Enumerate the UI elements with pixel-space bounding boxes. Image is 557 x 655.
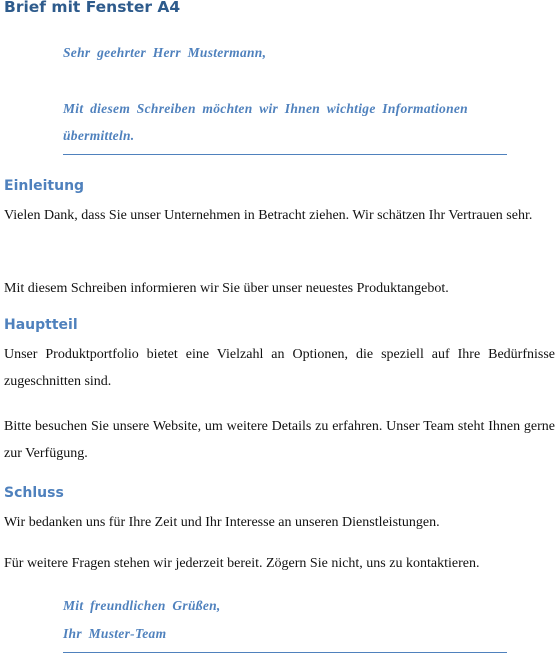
section-heading-hauptteil: Hauptteil bbox=[4, 317, 78, 333]
paragraph: Für weitere Fragen stehen wir jederzeit bereit. Zögern Sie nicht, uns zu kontaktieren. bbox=[4, 556, 480, 571]
salutation: Sehr geehrter Herr Mustermann, bbox=[63, 45, 267, 60]
closing-signature: Ihr Muster-Team bbox=[63, 626, 167, 641]
paragraph: Vielen Dank, dass Sie unser Unternehmen in Betracht ziehen. Wir schätzen Ihr Vertrauen sehr. bbox=[4, 208, 533, 223]
paragraph: Mit diesem Schreiben informieren wir Sie über unser neuestes Produktangebot. bbox=[4, 281, 449, 296]
closing-greeting: Mit freundlichen Grüßen, bbox=[63, 598, 221, 613]
document-title: Brief mit Fenster A4 bbox=[4, 0, 181, 16]
section-heading-schluss: Schluss bbox=[4, 485, 64, 501]
quote-divider bbox=[63, 154, 507, 155]
paragraph: Bitte besuchen Sie unsere Website, um weitere Details zu erfahren. Unser Team steht Ihnen gerne zur Verfügung. bbox=[4, 419, 555, 461]
paragraph: Wir bedanken uns für Ihre Zeit und Ihr Interesse an unseren Dienstleistungen. bbox=[4, 515, 440, 530]
intro-quote: Mit diesem Schreiben möchten wir Ihnen wichtige Informationen übermitteln. bbox=[63, 101, 468, 143]
section-heading-einleitung: Einleitung bbox=[4, 178, 85, 194]
closing-divider bbox=[63, 652, 507, 653]
paragraph: Unser Produktportfolio bietet eine Vielzahl an Optionen, die speziell auf Ihre Bedürfnisse zugeschnitten sind. bbox=[4, 347, 555, 389]
